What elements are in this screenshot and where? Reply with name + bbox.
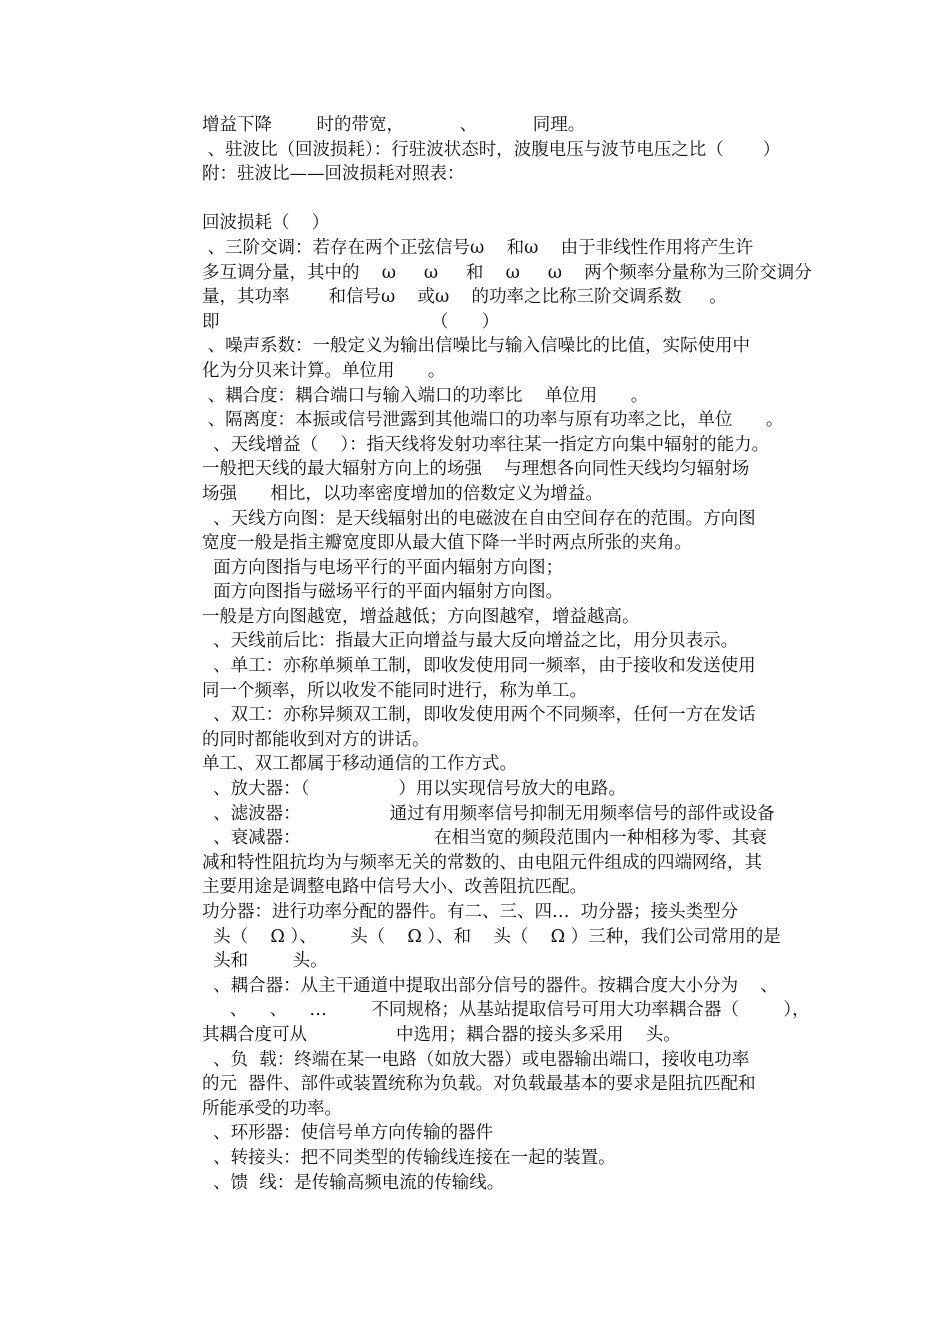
body-text	[202, 113, 812, 1195]
text-line: 增益下降 时的带宽， 、 同理。	[202, 115, 586, 135]
text-line: 、三阶交调：若存在两个正弦信号ω 和ω 由于非线性作用将产生许	[202, 237, 754, 258]
text-line: 附：驻波比——回波损耗对照表：	[202, 164, 465, 185]
text-line: 同一个频率，所以收发不能同时进行，称为单工。	[202, 680, 587, 701]
text-line: 、驻波比（回波损耗）：行驻波状态时，波腹电压与波节电压之比（ ）	[202, 139, 781, 160]
blank-line	[202, 187, 812, 212]
text-line: 、馈 线：是传输高频电流的传输线。	[202, 1172, 505, 1193]
text-line: 一般把天线的最大辐射方向上的场强 与理想各向同性天线均匀辐射场	[202, 459, 750, 480]
text-line: 、耦合器：从主干通道中提取出部分信号的器件。按耦合度大小分为 、	[202, 975, 778, 996]
text-line: 功分器：进行功率分配的器件。有二、三、四… 功分器；接头类型分	[202, 902, 739, 922]
text-line: 场强 相比，以功率密度增加的倍数定义为增益。	[202, 483, 603, 504]
text-line: 、双工：亦称异频双工制，即收发使用两个不同频率，任何一方在发话	[202, 705, 756, 726]
text-line: 头（ Ω ）、 头（ Ω ）、和 头（ Ω ）三种，我们公司常用的是	[202, 926, 781, 947]
text-line: 、 、 … 不同规格；从基站提取信号可用大功率耦合器（ ），	[202, 1000, 810, 1021]
text-line: 、单工：亦称单频单工制，即收发使用同一频率，由于接收和发送使用	[202, 656, 756, 677]
text-line: 、放大器：（ ）用以实现信号放大的电路。	[202, 779, 626, 800]
text-line: 减和特性阻抗均为与频率无关的常数的、由电阻元件组成的四端网络，其	[202, 852, 762, 873]
text-line: 、转接头：把不同类型的传输线连接在一起的装置。	[202, 1147, 616, 1168]
text-line: 一般是方向图越宽，增益越低；方向图越窄，增益越高。	[202, 606, 640, 627]
text-line: 、噪声系数：一般定义为输出信噪比与输入信噪比的比值，实际使用中	[202, 336, 751, 357]
text-line: 、衰减器： 在相当宽的频段范围内一种相移为零、其衰	[202, 828, 767, 849]
text-line: 面方向图指与磁场平行的平面内辐射方向图。	[202, 582, 564, 603]
text-line: 多互调分量，其中的 ω ω 和 ω ω 两个频率分量称为三阶交调分	[202, 262, 812, 283]
text-line: 、负 载：终端在某一电路（如放大器）或电器输出端口，接收电功率	[202, 1049, 750, 1070]
text-line: 、隔离度：本振或信号泄露到其他端口的功率与原有功率之比，单位 。	[202, 410, 784, 431]
text-line: 化为分贝来计算。单位用 。	[202, 360, 446, 381]
text-line: 所能承受的功率。	[202, 1098, 342, 1119]
text-line: 单工、双工都属于移动通信的工作方式。	[202, 754, 517, 775]
text-line: 量，其功率 和信号ω 或ω 的功率之比称三阶交调系数 。	[202, 287, 727, 308]
text-line: 即 （ ）	[202, 311, 500, 332]
text-line: 的元 器件、部件或装置统称为负载。对负载最基本的要求是阻抗匹配和	[202, 1074, 756, 1095]
text-line: 其耦合度可从 中选用；耦合器的接头多采用 头。	[202, 1024, 681, 1045]
text-line: 、环形器：使信号单方向传输的器件	[202, 1123, 494, 1144]
text-line: 主要用途是调整电路中信号大小、改善阻抗匹配。	[202, 877, 587, 898]
text-line: 的同时都能收到对方的讲话。	[202, 729, 430, 750]
text-line: 、天线方向图：是天线辐射出的电磁波在自由空间存在的范围。方向图	[202, 508, 756, 529]
text-line: 、天线前后比：指最大正向增益与最大反向增益之比，用分贝表示。	[202, 631, 739, 652]
text-line: 、天线增益（ ）：指天线将发射功率往某一指定方向集中辐射的能力。	[202, 434, 770, 455]
text-line: 、滤波器： 通过有用频率信号抑制无用频率信号的部件或设备	[202, 803, 775, 824]
text-line: 头和 头。	[202, 951, 328, 972]
text-line: 宽度一般是指主瓣宽度即从最大值下降一半时两点所张的夹角。	[202, 533, 692, 554]
text-line: 回波损耗（ ）	[202, 213, 330, 234]
text-line: 面方向图指与电场平行的平面内辐射方向图；	[202, 557, 564, 578]
text-line: 、耦合度：耦合端口与输入端口的功率比 单位用 。	[202, 385, 649, 406]
